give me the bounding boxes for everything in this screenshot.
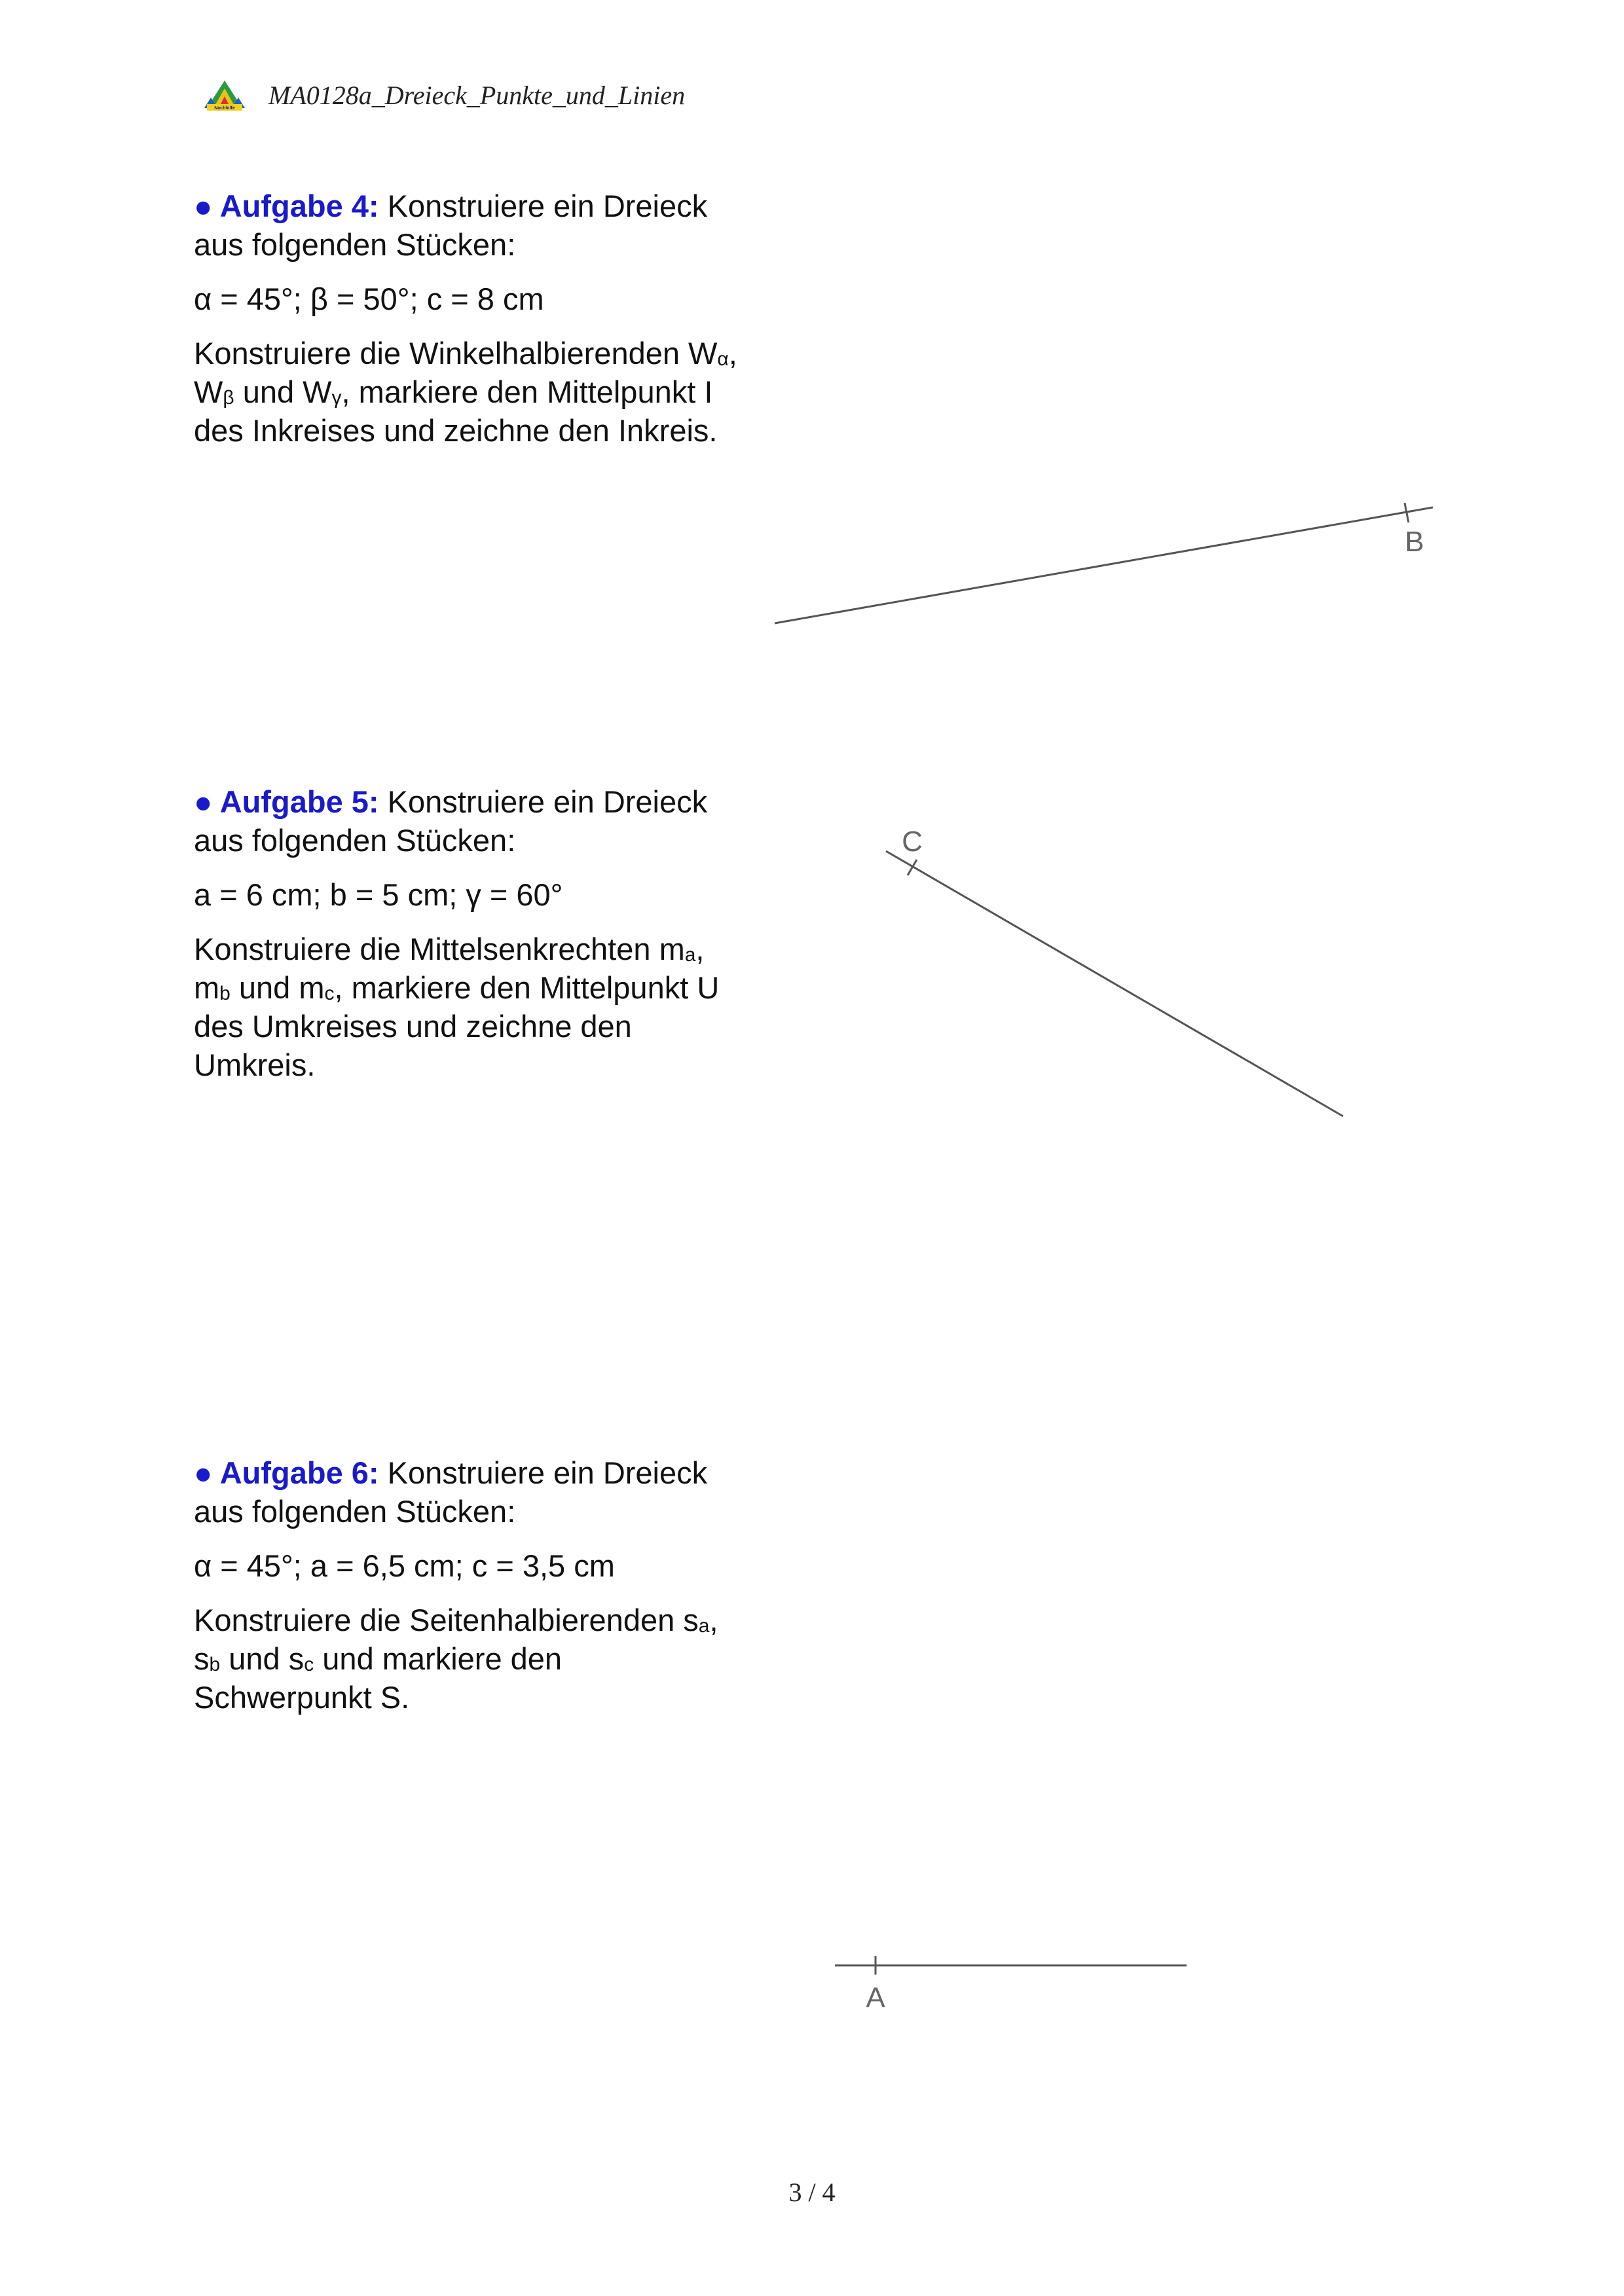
task-4-segment xyxy=(775,507,1433,623)
task-5-heading: ● Aufgabe 5: xyxy=(194,784,379,819)
page-number: 3 / 4 xyxy=(788,2178,836,2207)
task-5-drawing xyxy=(886,826,1343,1116)
task-5-intro: ● Aufgabe 5: Konstruiere ein Dreieck aus folgenden Stücken: xyxy=(194,784,708,858)
task-6-heading: ● Aufgabe 6: xyxy=(194,1455,379,1490)
task-5-given: a = 6 cm; b = 5 cm; γ = 60° xyxy=(194,877,563,912)
task-4-instruction: Konstruiere die Winkelhalbierenden $W_\alpha$, $W_\beta$ und $W_\gamma$, markiere den Mittelpunkt I des Inkreises und zeichne den Inkreis. xyxy=(194,336,737,448)
task-4-intro: ● Aufgabe 4: Konstruiere ein Dreieck aus folgenden Stücken: xyxy=(194,189,708,262)
document-title: MA0128a_Dreieck_Punkte_und_Linien xyxy=(268,80,686,110)
task-6-instruction: Konstruiere die Seitenhalbierenden $s_a$, $s_b$ und $s_c$ und markiere den Schwerpunkt S. xyxy=(194,1603,718,1715)
task-4-given: α = 45°; β = 50°; c = 8 cm xyxy=(194,282,544,316)
point-c-label: C xyxy=(902,826,923,858)
point-a-label: A xyxy=(866,1982,885,2014)
point-b-label: B xyxy=(1405,526,1424,558)
task-6-given: α = 45°; a = 6,5 cm; c = 3,5 cm xyxy=(194,1548,615,1583)
task-5-segment xyxy=(886,851,1343,1116)
svg-text:Nachhilfe: Nachhilfe xyxy=(214,106,235,111)
task-6-drawing xyxy=(835,1956,1187,2014)
task-4-heading: ● Aufgabe 4: xyxy=(194,189,379,223)
task-4-drawing xyxy=(775,503,1433,623)
task-5-instruction: Konstruiere die Mittelsenkrechten $m_a$, $m_b$ und $m_c$, markiere den Mittelpunkt U des Umkreises und zeichne den Umkreis. xyxy=(194,932,720,1082)
task-6-intro: ● Aufgabe 6: Konstruiere ein Dreieck aus folgenden Stücken: xyxy=(194,1455,708,1529)
